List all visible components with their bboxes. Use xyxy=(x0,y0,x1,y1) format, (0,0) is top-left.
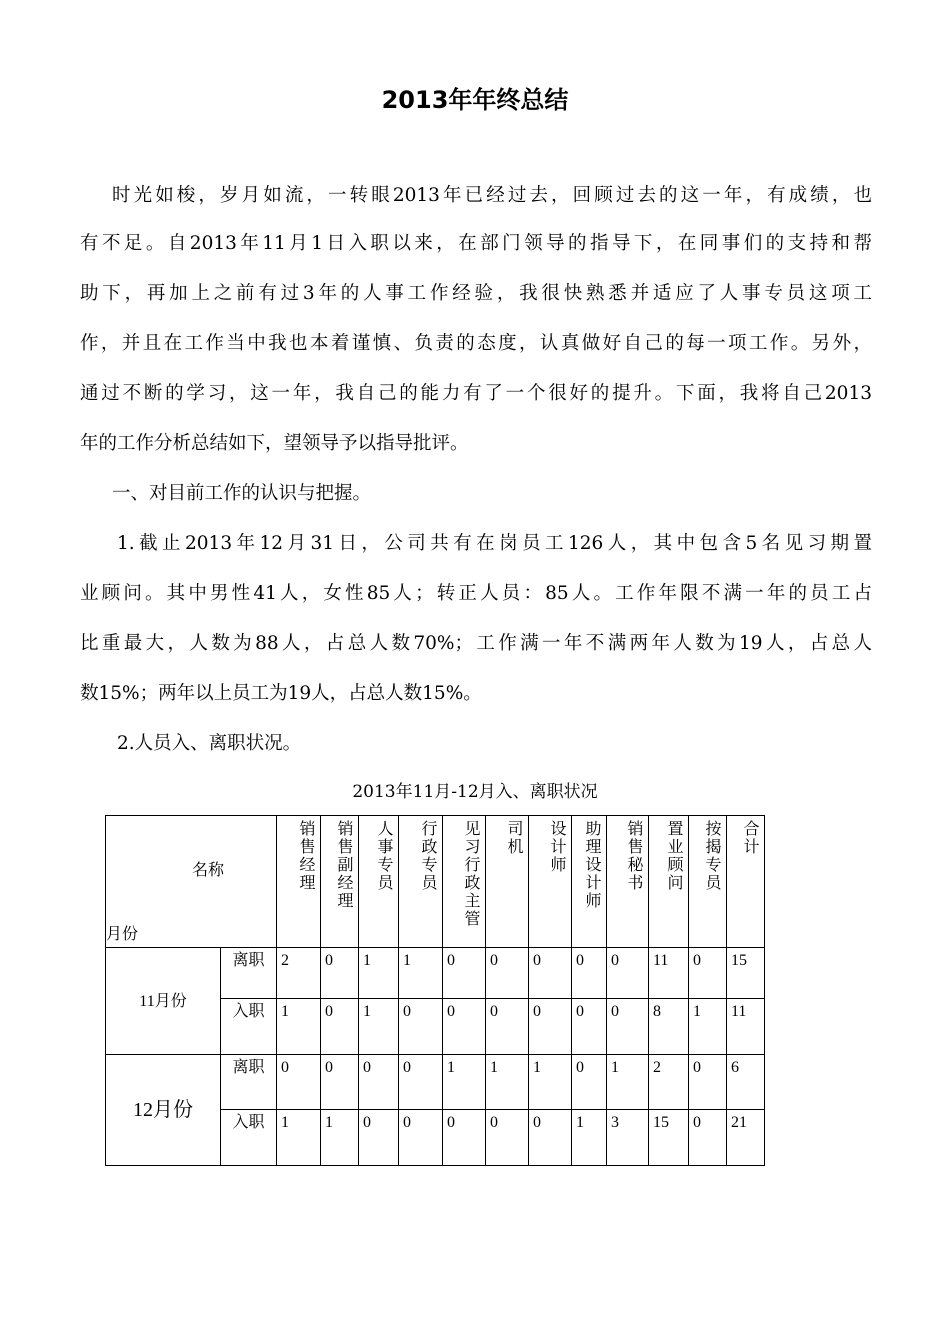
paragraph-line: 业顾问。其中男性41人，女性85人；转正人员：85人。工作年限不满一年的员工占 xyxy=(80,583,872,604)
value-cell: 0 xyxy=(529,1110,572,1166)
table-row xyxy=(106,948,765,999)
month-cell: 12月份 xyxy=(106,1055,221,1166)
value-cell: 21 xyxy=(727,1110,765,1166)
type-cell: 入职 xyxy=(221,1110,277,1166)
value-cell: 0 xyxy=(689,1110,727,1166)
value-cell: 0 xyxy=(486,1110,529,1166)
value-cell: 2 xyxy=(277,948,321,999)
value-cell: 8 xyxy=(649,999,689,1055)
paragraph-line: 通过不断的学习，这一年，我自己的能力有了一个很好的提升。下面，我将自己2013 xyxy=(80,383,872,404)
value-cell: 2 xyxy=(649,1055,689,1110)
value-cell: 0 xyxy=(486,948,529,999)
value-cell: 0 xyxy=(486,999,529,1055)
corner-label-name: 名称 xyxy=(192,862,225,879)
value-cell: 0 xyxy=(321,948,359,999)
value-cell: 1 xyxy=(277,1110,321,1166)
column-header: 设计师 xyxy=(529,816,572,948)
value-cell: 3 xyxy=(607,1110,649,1166)
value-cell: 1 xyxy=(321,1110,359,1166)
value-cell: 0 xyxy=(529,999,572,1055)
value-cell: 0 xyxy=(277,1055,321,1110)
value-cell: 0 xyxy=(572,999,607,1055)
value-cell: 0 xyxy=(443,1110,486,1166)
value-cell: 1 xyxy=(277,999,321,1055)
column-header: 合计 xyxy=(727,816,765,948)
value-cell: 1 xyxy=(443,1055,486,1110)
paragraph-line: 时光如梭，岁月如流，一转眼2013年已经过去，回顾过去的这一年，有成绩，也 xyxy=(112,185,872,206)
header-corner-cell xyxy=(106,816,277,948)
type-cell: 离职 xyxy=(221,1055,277,1110)
value-cell: 1 xyxy=(607,1055,649,1110)
column-header: 见习行政主管 xyxy=(443,816,486,948)
month-cell: 11月份 xyxy=(106,948,221,1055)
column-header: 置业顾问 xyxy=(649,816,689,948)
value-cell: 0 xyxy=(321,999,359,1055)
value-cell: 15 xyxy=(727,948,765,999)
paragraph-line: 有不足。自2013年11月1日入职以来，在部门领导的指导下，在同事们的支持和帮 xyxy=(80,233,872,254)
value-cell: 0 xyxy=(689,948,727,999)
value-cell: 1 xyxy=(359,948,399,999)
value-cell: 0 xyxy=(607,999,649,1055)
paragraph-line: 2.人员入、离职状况。 xyxy=(117,733,302,754)
column-header: 销售副经理 xyxy=(321,816,359,948)
value-cell: 0 xyxy=(443,999,486,1055)
value-cell: 0 xyxy=(607,948,649,999)
paragraph-line: 一、对目前工作的认识与把握。 xyxy=(112,483,372,504)
table-caption: 2013年11月-12月入、离职状况 xyxy=(352,782,598,802)
document-title: 2013年年终总结 xyxy=(381,86,569,114)
value-cell: 0 xyxy=(689,1055,727,1110)
paragraph-line: 助下，再加上之前有过3年的人事工作经验，我很快熟悉并适应了人事专员这项工 xyxy=(80,283,872,304)
paragraph-line: 年的工作分析总结如下，望领导予以指导批评。 xyxy=(80,433,469,454)
value-cell: 1 xyxy=(572,1110,607,1166)
column-header: 司机 xyxy=(486,816,529,948)
value-cell: 0 xyxy=(359,1055,399,1110)
staff-turnover-table xyxy=(105,815,765,1166)
value-cell: 0 xyxy=(529,948,572,999)
value-cell: 0 xyxy=(399,1055,443,1110)
column-header: 销售经理 xyxy=(277,816,321,948)
value-cell: 0 xyxy=(321,1055,359,1110)
value-cell: 0 xyxy=(572,1055,607,1110)
corner-label-month: 月份 xyxy=(106,926,139,943)
column-header: 行政专员 xyxy=(399,816,443,948)
column-header: 助理设计师 xyxy=(572,816,607,948)
value-cell: 6 xyxy=(727,1055,765,1110)
type-cell: 入职 xyxy=(221,999,277,1055)
value-cell: 1 xyxy=(689,999,727,1055)
column-header: 人事专员 xyxy=(359,816,399,948)
value-cell: 0 xyxy=(399,1110,443,1166)
column-header: 销售秘书 xyxy=(607,816,649,948)
value-cell: 1 xyxy=(359,999,399,1055)
value-cell: 0 xyxy=(443,948,486,999)
value-cell: 1 xyxy=(399,948,443,999)
value-cell: 0 xyxy=(399,999,443,1055)
value-cell: 11 xyxy=(649,948,689,999)
value-cell: 1 xyxy=(529,1055,572,1110)
value-cell: 0 xyxy=(572,948,607,999)
paragraph-line: 1.截止2013年12月31日，公司共有在岗员工126人，其中包含5名见习期置 xyxy=(117,533,872,554)
table-row xyxy=(106,1055,765,1110)
value-cell: 1 xyxy=(486,1055,529,1110)
paragraph-line: 作，并且在工作当中我也本着谨慎、负责的态度，认真做好自己的每一项工作。另外， xyxy=(80,333,872,354)
paragraph-line: 数15%；两年以上员工为19人，占总人数15%。 xyxy=(80,683,482,704)
value-cell: 0 xyxy=(359,1110,399,1166)
value-cell: 11 xyxy=(727,999,765,1055)
type-cell: 离职 xyxy=(221,948,277,999)
value-cell: 15 xyxy=(649,1110,689,1166)
paragraph-line: 比重最大，人数为88人，占总人数70%；工作满一年不满两年人数为19人，占总人 xyxy=(80,633,872,654)
column-header: 按揭专员 xyxy=(689,816,727,948)
